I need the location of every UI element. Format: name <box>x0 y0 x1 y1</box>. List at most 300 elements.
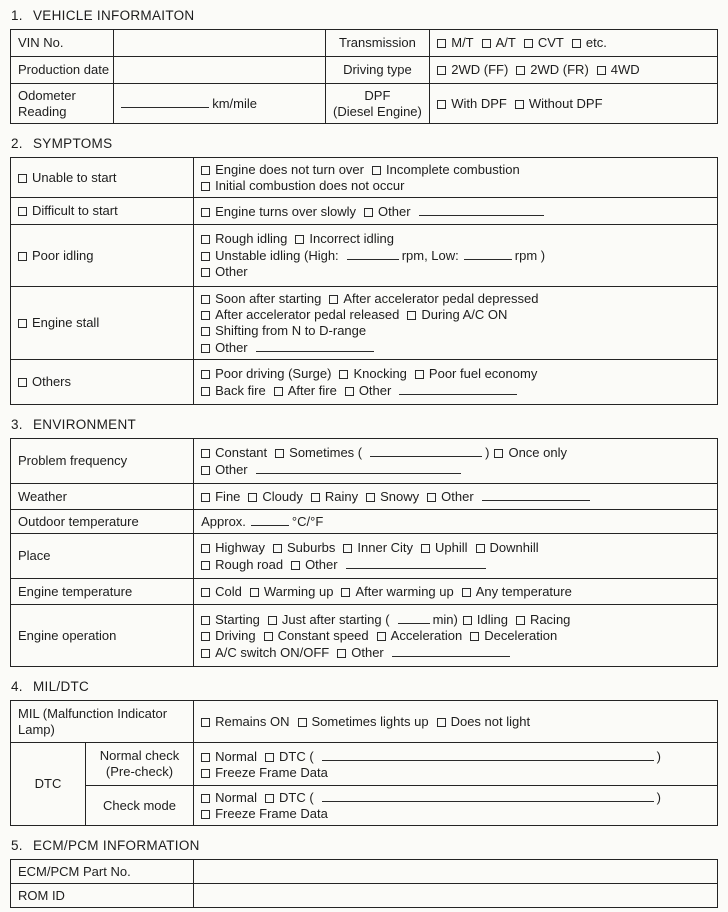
option-label: Highway <box>215 539 265 555</box>
checkbox-highway[interactable] <box>201 544 210 553</box>
option-label: CVT <box>537 35 564 50</box>
text-fragment: Normal check <box>99 748 180 763</box>
checkbox-other[interactable] <box>364 208 373 217</box>
fill-in-blank[interactable] <box>482 488 590 501</box>
option-knocking <box>339 366 406 381</box>
section-number: 4. <box>11 679 23 694</box>
environment-table <box>10 438 718 667</box>
checkbox-back-fire[interactable] <box>201 387 210 396</box>
option-suburbs <box>273 540 335 555</box>
ecm-pcm-information-table <box>10 859 718 908</box>
text-fragment: DTC <box>34 776 62 791</box>
option-label: Inner City <box>357 539 414 555</box>
option-dtc <box>265 790 314 805</box>
checkbox-cloudy[interactable] <box>248 493 257 502</box>
checkbox-others[interactable] <box>18 378 27 387</box>
weather-options <box>194 484 718 510</box>
option-uphill <box>421 540 468 555</box>
option-label: After warming up <box>355 583 454 599</box>
option-warming-up <box>250 584 334 599</box>
option-label: M/T <box>451 35 474 50</box>
option-snowy <box>366 489 419 504</box>
option-freeze-frame-data <box>201 765 328 780</box>
form-line <box>201 307 710 323</box>
checkbox-any-temperature[interactable] <box>462 588 471 597</box>
text-fragment: ) <box>656 748 662 764</box>
checkbox-other[interactable] <box>427 493 436 502</box>
fill-in-blank[interactable] <box>419 203 544 216</box>
checkbox-after-fire[interactable] <box>274 387 283 396</box>
option-soon-after-starting <box>201 291 321 306</box>
option-does-not-light <box>437 714 531 729</box>
option-highway <box>201 540 265 555</box>
option-label: After accelerator pedal released <box>215 306 400 322</box>
text-fragment: Engine operation <box>18 627 117 643</box>
form-line <box>201 461 710 478</box>
checkbox-2wd-ff[interactable] <box>437 66 446 75</box>
ecm-pcm-part-no-value[interactable] <box>194 860 718 884</box>
checkbox-rainy[interactable] <box>311 493 320 502</box>
option-label: Idling <box>476 611 508 627</box>
checkbox-freeze-frame-data[interactable] <box>201 769 210 778</box>
option-label: 2WD (FF) <box>451 62 509 77</box>
rom-id-value[interactable] <box>194 884 718 908</box>
checkbox-unstable-idling-high[interactable] <box>201 252 210 261</box>
option-incorrect-idling <box>295 231 394 246</box>
option-engine-turns-over-slowly <box>201 204 356 219</box>
checkbox-fine[interactable] <box>201 493 210 502</box>
vin-value[interactable] <box>114 30 325 57</box>
dtc-label <box>11 743 86 826</box>
table-row <box>11 198 718 225</box>
section-number: 5. <box>11 838 23 853</box>
option-label: Rainy <box>324 489 359 504</box>
text-fragment: Odometer <box>18 87 76 103</box>
place-label <box>11 534 194 579</box>
poor-idling-options <box>194 225 718 287</box>
checkbox-difficult-to-start[interactable] <box>18 207 27 216</box>
form-line <box>18 248 186 264</box>
difficult-to-start-label <box>11 198 194 225</box>
option-label: Constant speed <box>277 627 369 643</box>
checkbox-dtc[interactable] <box>265 794 274 803</box>
option-sometimes-lights-up <box>298 714 429 729</box>
checkbox-acceleration[interactable] <box>377 632 386 641</box>
form-line <box>201 748 710 765</box>
option-during-a-c-on <box>407 307 507 322</box>
checkbox-initial-combustion-does-not-occur[interactable] <box>201 182 210 191</box>
text-fragment: Place <box>18 548 51 563</box>
section-number: 2. <box>11 136 23 151</box>
option-m-t <box>437 35 473 50</box>
odometer-value[interactable] <box>114 84 325 124</box>
checkbox-starting[interactable] <box>201 616 210 625</box>
table-row <box>11 605 718 667</box>
engine-stall-options <box>194 287 718 360</box>
unable-to-start-options <box>194 158 718 198</box>
fill-in-blank[interactable] <box>251 513 289 526</box>
option-label: Shifting from N to D-range <box>215 322 367 338</box>
engine-temperature-options <box>194 579 718 605</box>
checkbox-once-only[interactable] <box>494 449 503 458</box>
checkbox-uphill[interactable] <box>421 544 430 553</box>
checkbox-4wd[interactable] <box>597 66 606 75</box>
option-label: Snowy <box>380 489 420 504</box>
checkbox-etc[interactable] <box>572 39 581 48</box>
check-mode-label <box>85 786 193 826</box>
form-line <box>201 323 710 339</box>
checkbox-downhill[interactable] <box>476 544 485 553</box>
form-line <box>18 62 110 78</box>
option-2wd-fr <box>516 62 589 77</box>
checkbox-after-accelerator-pedal-depressed[interactable] <box>329 295 338 304</box>
checkbox-constant-speed[interactable] <box>264 632 273 641</box>
option-label: Others <box>32 374 72 389</box>
checkbox-racing[interactable] <box>516 616 525 625</box>
option-label: Other <box>215 264 248 279</box>
normal-check-options <box>194 743 718 786</box>
option-label: After accelerator pedal depressed <box>343 290 539 306</box>
option-unable-to-start <box>18 170 117 185</box>
option-label: Difficult to start <box>32 203 118 218</box>
transmission-label <box>325 30 430 57</box>
option-label: Other <box>215 462 248 477</box>
section-environment <box>10 416 718 667</box>
checkbox-poor-fuel-economy[interactable] <box>415 370 424 379</box>
section-vehicle-information <box>10 7 718 124</box>
checkbox-poor-idling[interactable] <box>18 252 27 261</box>
checkbox-shifting-from-n-to-d-range[interactable] <box>201 327 210 336</box>
fill-in-blank[interactable] <box>370 444 482 457</box>
option-label: Acceleration <box>390 627 463 643</box>
driving-type-options <box>430 57 718 84</box>
option-label: During A/C ON <box>421 306 508 322</box>
checkbox-just-after-starting[interactable] <box>268 616 277 625</box>
option-rough-idling <box>201 231 287 246</box>
checkbox-freeze-frame-data[interactable] <box>201 810 210 819</box>
table-row <box>11 225 718 287</box>
text-fragment: Reading <box>18 103 67 119</box>
checkbox-engine-stall[interactable] <box>18 319 27 328</box>
checkbox-other[interactable] <box>337 649 346 658</box>
form-line <box>201 231 710 247</box>
checkbox-rough-road[interactable] <box>201 561 210 570</box>
option-after-accelerator-pedal-depressed <box>329 291 538 306</box>
option-label: Does not light <box>450 713 531 729</box>
checkbox-during-a-c-on[interactable] <box>407 311 416 320</box>
text-fragment: (Pre-check) <box>105 764 174 779</box>
option-dtc <box>265 749 314 764</box>
checkbox-incorrect-idling[interactable] <box>295 235 304 244</box>
table-row <box>11 743 718 786</box>
checkbox-other[interactable] <box>201 344 210 353</box>
form-line <box>201 162 710 178</box>
checkbox-after-warming-up[interactable] <box>341 588 350 597</box>
others-options <box>194 360 718 405</box>
checkbox-a-t[interactable] <box>482 39 491 48</box>
form-line <box>437 96 710 112</box>
form-line <box>201 444 710 461</box>
option-constant-speed <box>264 628 369 643</box>
form-line <box>18 315 186 331</box>
form-line <box>18 628 186 644</box>
checkbox-after-accelerator-pedal-released[interactable] <box>201 311 210 320</box>
form-line <box>201 540 710 556</box>
production-date-label <box>11 57 114 84</box>
table-row <box>11 30 718 57</box>
engine-operation-label <box>11 605 194 667</box>
text-fragment: Problem frequency <box>18 453 128 468</box>
option-label: Sometimes ( <box>289 445 363 460</box>
option-label: Engine stall <box>32 315 100 330</box>
fill-in-blank[interactable] <box>121 95 209 108</box>
option-rough-road <box>201 557 283 572</box>
checkbox-driving[interactable] <box>201 632 210 641</box>
option-a-t <box>482 35 516 50</box>
form-line <box>201 789 710 806</box>
weather-label <box>11 484 194 510</box>
option-label: Poor driving (Surge) <box>215 365 332 381</box>
checkbox-other[interactable] <box>201 268 210 277</box>
option-other <box>201 462 248 477</box>
text-fragment: (Diesel Engine) <box>332 103 422 119</box>
form-line <box>18 170 186 186</box>
option-driving <box>201 628 255 643</box>
option-label: Uphill <box>435 539 468 555</box>
checkbox-other[interactable] <box>345 387 354 396</box>
engine-temperature-label <box>11 579 194 605</box>
engine-stall-label <box>11 287 194 360</box>
option-other <box>337 645 384 660</box>
mil-options <box>194 701 718 743</box>
form-line <box>333 35 423 51</box>
option-poor-fuel-economy <box>415 366 537 381</box>
text-fragment: min) <box>432 611 458 627</box>
fill-in-blank[interactable] <box>347 247 399 260</box>
option-label: Initial combustion does not occur <box>215 177 405 193</box>
option-other <box>427 489 474 504</box>
option-label: Back fire <box>215 382 266 398</box>
option-4wd <box>597 62 640 77</box>
checkbox-idling[interactable] <box>463 616 472 625</box>
checkbox-suburbs[interactable] <box>273 544 282 553</box>
text-fragment: rpm ) <box>514 248 546 263</box>
form-line <box>201 714 710 730</box>
dpf-label <box>325 84 430 124</box>
text-fragment: Engine temperature <box>18 583 133 599</box>
section-heading <box>11 837 718 854</box>
form-line <box>201 513 710 530</box>
form-line <box>201 584 710 600</box>
option-label: Starting <box>215 611 260 627</box>
table-row <box>11 534 718 579</box>
symptoms-table <box>10 157 718 405</box>
option-other <box>291 557 338 572</box>
option-unstable-idling-high <box>201 248 339 263</box>
form-line <box>201 178 710 194</box>
checkbox-unable-to-start[interactable] <box>18 174 27 183</box>
table-row <box>11 786 718 826</box>
checkbox-warming-up[interactable] <box>250 588 259 597</box>
checkbox-remains-on[interactable] <box>201 718 210 727</box>
section-mil-dtc <box>10 678 718 826</box>
fill-in-blank[interactable] <box>392 644 510 657</box>
option-others <box>18 374 71 389</box>
checkbox-dtc[interactable] <box>265 753 274 762</box>
checkbox-sometimes-lights-up[interactable] <box>298 718 307 727</box>
checkbox-deceleration[interactable] <box>470 632 479 641</box>
checkbox-cold[interactable] <box>201 588 210 597</box>
checkbox-incomplete-combustion[interactable] <box>372 166 381 175</box>
production-date-value[interactable] <box>114 57 325 84</box>
option-with-dpf <box>437 96 507 111</box>
checkbox-other[interactable] <box>201 466 210 475</box>
option-label: Constant <box>215 445 268 460</box>
fill-in-blank[interactable] <box>256 339 374 352</box>
text-fragment: Lamp) <box>18 721 55 737</box>
checkbox-without-dpf[interactable] <box>515 100 524 109</box>
form-line <box>201 339 710 356</box>
vin-label <box>11 30 114 57</box>
form-line <box>18 104 106 120</box>
option-label: 4WD <box>610 62 640 77</box>
section-ecm-pcm-information <box>10 837 718 908</box>
fill-in-blank[interactable] <box>322 748 654 761</box>
checkbox-with-dpf[interactable] <box>437 100 446 109</box>
option-label: Other <box>305 556 338 572</box>
option-cloudy <box>248 489 302 504</box>
form-line <box>201 264 710 280</box>
mil-label <box>11 701 194 743</box>
option-label: Fine <box>215 489 241 504</box>
option-initial-combustion-does-not-occur <box>201 178 404 193</box>
problem-frequency-options <box>194 439 718 484</box>
checkbox-snowy[interactable] <box>366 493 375 502</box>
fill-in-blank[interactable] <box>322 789 654 802</box>
option-label: Once only <box>508 445 568 460</box>
checkbox-knocking[interactable] <box>339 370 348 379</box>
checkbox-engine-does-not-turn-over[interactable] <box>201 166 210 175</box>
text-fragment: Production date <box>18 62 110 77</box>
option-label: Unstable idling (High: <box>215 248 339 263</box>
option-freeze-frame-data <box>201 806 328 821</box>
fill-in-blank[interactable] <box>399 382 517 395</box>
option-label: 2WD (FR) <box>530 62 589 77</box>
option-just-after-starting <box>268 612 390 627</box>
option-any-temperature <box>462 584 572 599</box>
form-line <box>437 35 710 51</box>
option-label: Without DPF <box>528 95 603 111</box>
checkbox-constant[interactable] <box>201 449 210 458</box>
fill-in-blank[interactable] <box>398 611 430 624</box>
option-label: Deceleration <box>484 627 558 643</box>
checkbox-a-c-switch-on-off[interactable] <box>201 649 210 658</box>
form-line <box>18 548 186 564</box>
checkbox-normal[interactable] <box>201 794 210 803</box>
checkbox-normal[interactable] <box>201 753 210 762</box>
option-fine <box>201 489 240 504</box>
section-number: 3. <box>11 417 23 432</box>
option-other <box>345 383 392 398</box>
option-other <box>201 264 248 279</box>
driving-type-label <box>325 57 430 84</box>
table-row <box>11 84 718 124</box>
checkbox-soon-after-starting[interactable] <box>201 295 210 304</box>
section-number: 1. <box>11 8 23 23</box>
checkbox-poor-driving-surge[interactable] <box>201 370 210 379</box>
option-label: Poor idling <box>32 247 94 263</box>
checkbox-cvt[interactable] <box>524 39 533 48</box>
option-engine-stall <box>18 315 99 330</box>
option-label: Incorrect idling <box>309 231 394 246</box>
option-label: DTC ( <box>279 790 314 805</box>
form-line <box>121 95 317 112</box>
text-fragment: km/mile <box>212 96 257 111</box>
table-row <box>11 439 718 484</box>
checkbox-inner-city[interactable] <box>343 544 352 553</box>
option-engine-does-not-turn-over <box>201 162 364 177</box>
option-once-only <box>494 445 567 460</box>
table-row <box>11 510 718 534</box>
option-label: Unable to start <box>32 169 117 185</box>
section-title: SYMPTOMS <box>33 136 113 151</box>
table-row <box>11 158 718 198</box>
option-label: Any temperature <box>475 583 572 599</box>
outdoor-temperature-value <box>194 510 718 534</box>
option-label: Normal <box>215 790 257 805</box>
form-line <box>201 247 710 264</box>
form-line <box>201 644 710 661</box>
form-line <box>201 488 710 505</box>
form-line <box>201 203 710 220</box>
fill-in-blank[interactable] <box>346 556 486 569</box>
ecm-pcm-part-no-label <box>11 860 194 884</box>
form-line <box>18 584 186 600</box>
option-idling <box>463 612 508 627</box>
section-title: ECM/PCM INFORMATION <box>33 838 200 853</box>
checkbox-2wd-fr[interactable] <box>516 66 525 75</box>
option-label: Rough road <box>215 556 284 572</box>
checkbox-sometimes[interactable] <box>275 449 284 458</box>
option-remains-on <box>201 714 289 729</box>
option-label: Normal <box>215 748 257 764</box>
option-normal <box>201 790 257 805</box>
fill-in-blank[interactable] <box>464 247 512 260</box>
text-fragment: rpm, Low: <box>401 248 459 263</box>
option-rainy <box>311 489 358 504</box>
option-label: Cloudy <box>262 489 303 504</box>
mil-dtc-table <box>10 700 718 826</box>
checkbox-rough-idling[interactable] <box>201 235 210 244</box>
option-label: Downhill <box>489 539 539 555</box>
option-label: Just after starting ( <box>281 611 390 627</box>
form-line <box>18 864 186 880</box>
text-fragment: Driving type <box>343 62 412 77</box>
option-label: Driving <box>215 627 256 643</box>
checkbox-other[interactable] <box>291 561 300 570</box>
text-fragment: MIL (Malfunction Indicator <box>18 705 168 721</box>
option-inner-city <box>343 540 413 555</box>
fill-in-blank[interactable] <box>256 461 461 474</box>
checkbox-engine-turns-over-slowly[interactable] <box>201 208 210 217</box>
form-line <box>333 62 423 78</box>
checkbox-m-t[interactable] <box>437 39 446 48</box>
section-symptoms <box>10 135 718 405</box>
checkbox-does-not-light[interactable] <box>437 718 446 727</box>
text-fragment: Transmission <box>339 35 416 50</box>
option-2wd-ff <box>437 62 508 77</box>
option-label: Freeze Frame Data <box>215 764 328 780</box>
